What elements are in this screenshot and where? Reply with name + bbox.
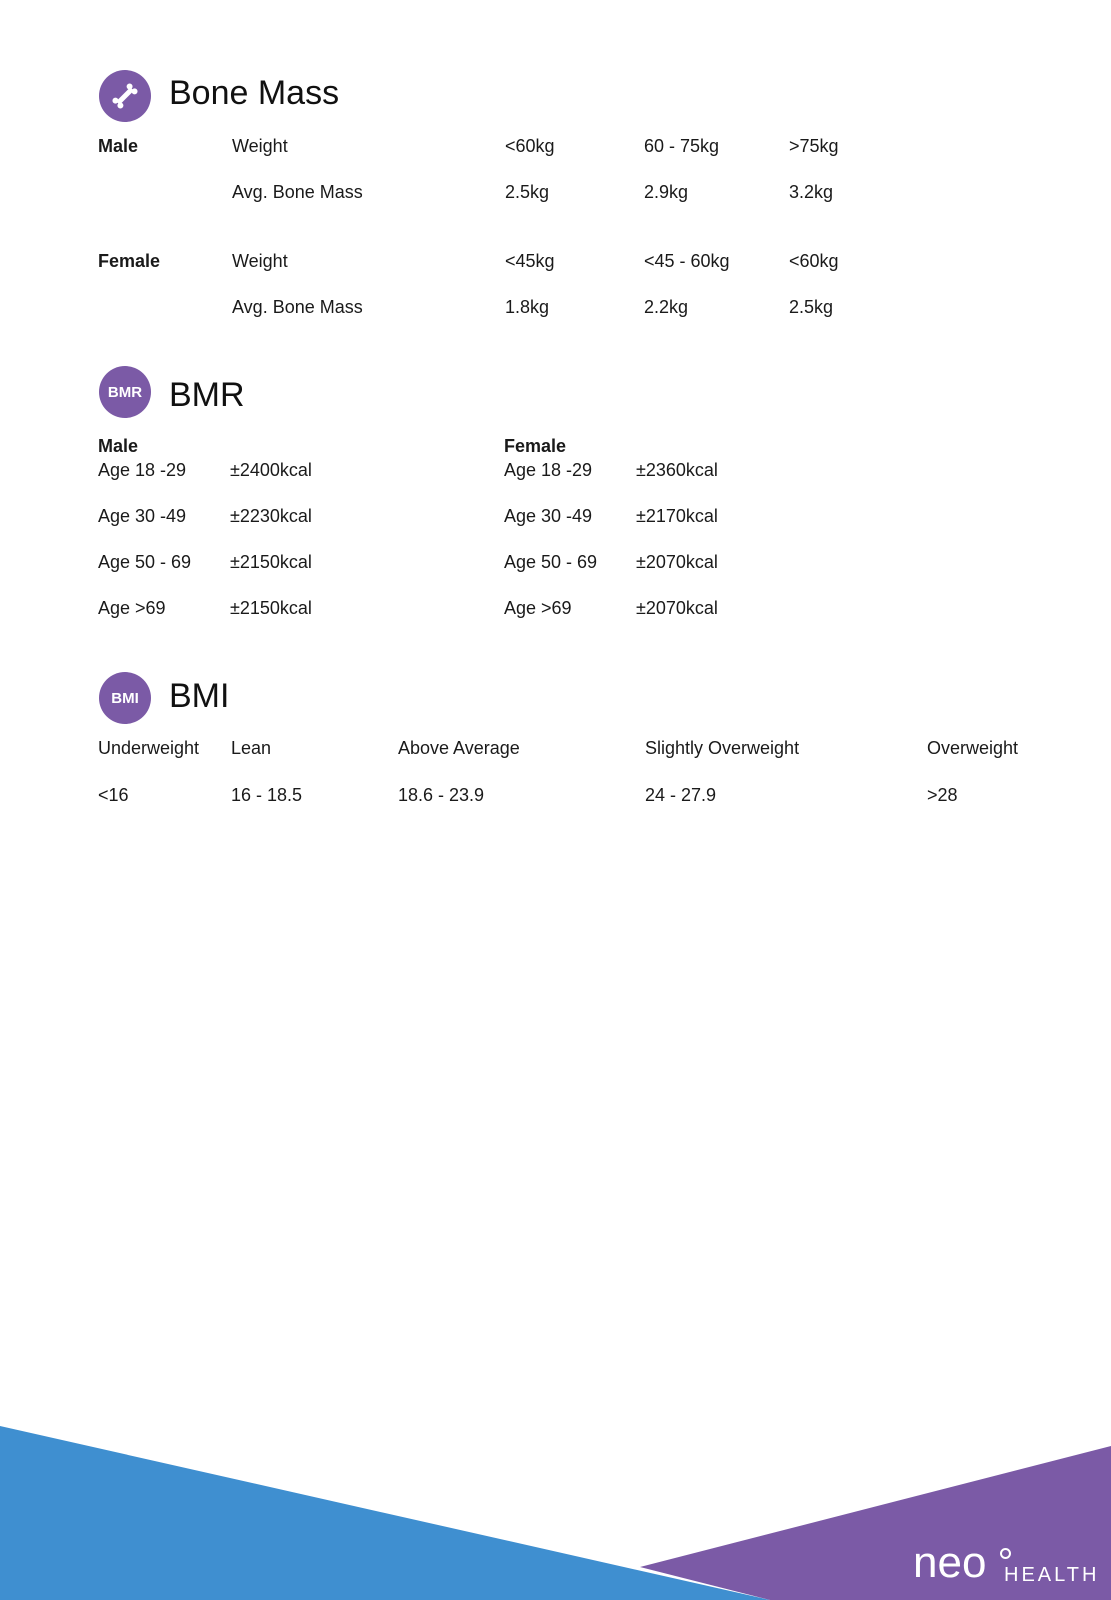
bmr-female-age-1: Age 18 -29 [504, 460, 593, 480]
bmr-male-kcal-4: ±2150kcal [230, 598, 312, 618]
bone-mass-male-weight-1: <60kg [505, 136, 555, 156]
bmi-icon-text: BMI [111, 689, 139, 707]
bmi-title: BMI [169, 677, 230, 715]
bmr-female-label: Female [504, 436, 567, 456]
bmr-title: BMR [169, 376, 245, 414]
bone-mass-female-mass-3: 2.5kg [789, 297, 834, 317]
bone-mass-male-mass-3: 3.2kg [789, 182, 834, 202]
bmr-male-age-1: Age 18 -29 [98, 460, 187, 480]
bone-mass-male-weight-label: Weight [232, 136, 288, 156]
bmi-range-4: 24 - 27.9 [645, 785, 717, 805]
footer-blue-wedge [0, 1426, 770, 1600]
bone-mass-male-mass-label: Avg. Bone Mass [232, 182, 363, 202]
bmi-category-5: Overweight [927, 738, 1019, 758]
bmr-male-kcal-2: ±2230kcal [230, 506, 312, 526]
bmi-category-3: Above Average [398, 738, 520, 758]
bone-mass-male-label: Male [98, 136, 139, 156]
bmr-female-kcal-1: ±2360kcal [636, 460, 718, 480]
bmi-range-1: <16 [98, 785, 129, 805]
bone-mass-male-mass-2: 2.9kg [644, 182, 689, 202]
bone-mass-male-weight-3: >75kg [789, 136, 839, 156]
bone-mass-female-mass-2: 2.2kg [644, 297, 689, 317]
bmi-category-4: Slightly Overweight [645, 738, 800, 758]
bmi-category-2: Lean [231, 738, 272, 758]
bone-mass-female-weight-1: <45kg [505, 251, 555, 271]
bone-mass-female-mass-label: Avg. Bone Mass [232, 297, 363, 317]
bmr-female-age-2: Age 30 -49 [504, 506, 593, 526]
brand-dot-icon [1000, 1548, 1011, 1559]
bmr-male-age-3: Age 50 - 69 [98, 552, 192, 572]
bone-mass-female-weight-label: Weight [232, 251, 288, 271]
bmr-female-age-3: Age 50 - 69 [504, 552, 598, 572]
brand-logo [913, 1538, 987, 1587]
bmr-female-age-4: Age >69 [504, 598, 572, 618]
bmr-female-kcal-2: ±2170kcal [636, 506, 718, 526]
bmr-icon-text: BMR [107, 383, 143, 401]
brand-sub-text: HEALTH [1004, 1564, 1100, 1586]
bone-mass-female-weight-2: <45 - 60kg [644, 251, 730, 271]
bone-mass-male-mass-1: 2.5kg [505, 182, 550, 202]
brand-main-text: neo [913, 1538, 987, 1587]
bmr-male-age-2: Age 30 -49 [98, 506, 187, 526]
bmr-male-age-4: Age >69 [98, 598, 166, 618]
bone-mass-female-weight-3: <60kg [789, 251, 839, 271]
bmr-male-kcal-1: ±2400kcal [230, 460, 312, 480]
bmi-category-1: Underweight [98, 738, 200, 758]
bmr-male-label: Male [98, 436, 139, 456]
bmi-range-5: >28 [927, 785, 958, 805]
bone-mass-male-weight-2: 60 - 75kg [644, 136, 720, 156]
bmr-female-kcal-3: ±2070kcal [636, 552, 718, 572]
bmr-male-kcal-3: ±2150kcal [230, 552, 312, 572]
bone-mass-female-label: Female [98, 251, 161, 271]
bone-mass-title: Bone Mass [169, 74, 340, 112]
bmr-female-kcal-4: ±2070kcal [636, 598, 718, 618]
bmi-range-3: 18.6 - 23.9 [398, 785, 485, 805]
bmi-range-2: 16 - 18.5 [231, 785, 303, 805]
bone-mass-female-mass-1: 1.8kg [505, 297, 550, 317]
